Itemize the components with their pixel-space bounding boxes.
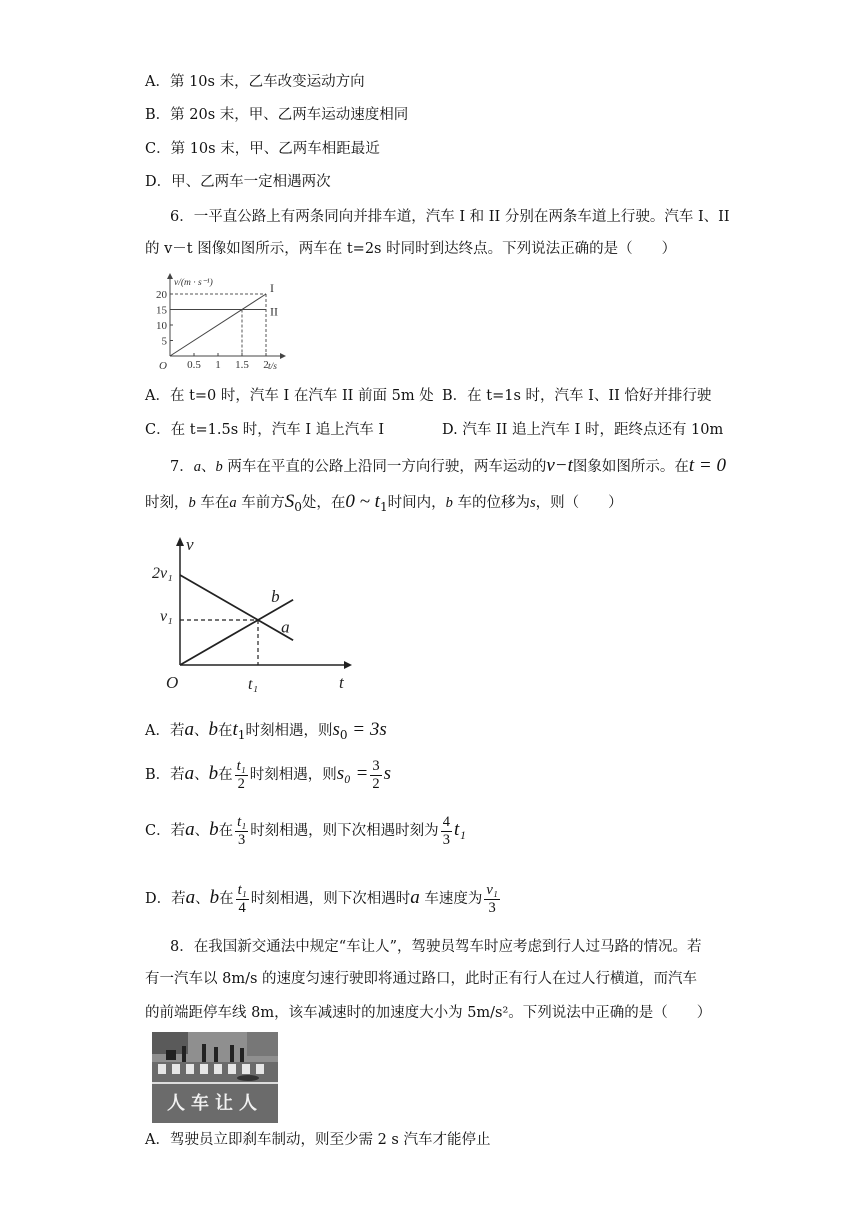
q6-y-arrow [167,273,173,279]
q6-series-I [170,294,266,356]
q6-chart-axes [170,278,280,356]
frac-t1-over-4: $\frac{\text{t₁}}{4}$ [237,881,247,916]
q7-series-a-label: a [281,617,290,637]
q8-stem-line2: 有一汽车以 8m/s 的速度匀速行驶即将通过路口，此时正有行人在过人行横道，而汽车 [145,971,698,987]
frac-4-over-3: $\frac{4}{3}$ [442,813,450,848]
q5-option-b: B．第 20s 末，甲、乙两车运动速度相同 [145,107,409,123]
q6-y-tick-label: 10 [156,320,167,332]
q5-option-d: D．甲、乙两车一定相遇两次 [145,174,331,190]
frac-t1-over-2: $\frac{\text{t₁}}{2}$ [236,757,246,792]
q8-stem-line3: 的前端距停车线 8m，该车减速时的加速度大小为 5m/s²。下列说法中正确的是（ ） [145,1005,712,1021]
q7-y-arrow [176,537,184,546]
q7-x-axis-label: t [339,673,344,692]
frac-3-over-2: $\frac{3}{2}$ [372,757,380,792]
q7-y-axis-label: v [186,535,194,554]
q6-y-tick-label: 15 [156,304,167,317]
q6-chart-ticks [156,289,269,371]
q7-stem-line2: 时刻，b 车在a 车前方$S_0$处，在0 ~ $t_1$时间内，b 车的位移为s，则（ ） [145,491,623,514]
q7-series-a [180,575,293,640]
q6-x-tick-label: 2 [263,359,269,371]
q7-x-arrow [344,661,352,669]
q6-option-d: D. 汽车 II 追上汽车 I 时，距终点还有 10m [442,422,724,438]
q7-series-b-label: b [271,586,280,606]
q6-series-label: II [270,304,278,319]
q6-chart-series [170,281,278,356]
q6-option-c: C．在 t=1.5s 时，汽车 I 追上汽车 I [145,422,385,438]
q6-x-tick-label: 1 [215,359,221,371]
q7-option-c: C．若a、b在 $\frac{\text{t₁}}{3}$ 时刻相遇，则下次相遇时刻为 $\frac{4}{3}$ t₁ [145,813,466,848]
q6-origin-label: O [159,360,167,372]
q8-stem-line1: 8．在我国新交通法中规定“车让人”，驾驶员驾车时应考虑到行人过马路的情况。若 [170,939,702,955]
q6-stem-line2: 的 v－t 图像如图所示，两车在 t=2s 时同时到达终点。下列说法正确的是（ ） [145,241,677,257]
q7-x-tick-t1: t₁ [248,676,259,693]
q7-chart-axes [180,544,345,665]
q6-x-arrow [280,353,286,359]
q6-x-tick-label: 0.5 [187,359,201,371]
q6-x-axis-label: t/s [268,362,277,372]
photo-road-marking: 人车让人 [167,1093,263,1113]
q7-option-a: A．若a、b在$t_1$时刻相遇，则$s_0 = 3s$ [145,719,387,742]
q6-option-b: B．在 t=1s 时，汽车 I、II 恰好并排行驶 [442,388,712,404]
q7-series-b [180,600,293,665]
q6-y-axis-label: v/(m · s⁻¹) [174,278,213,288]
q7-vt-chart [150,534,360,694]
q7-origin-label: O [166,673,179,692]
q7-option-b: B．若a、b在 $\frac{\text{t₁}}{2}$ 时刻相遇，则s₀ = $\frac{3}{2}$ s [145,757,391,792]
q8-option-a: A．驾驶员立即刹车制动，则至少需 2 s 汽车才能停止 [145,1132,491,1148]
q6-series-label: I [270,281,274,295]
q6-vt-chart [150,270,290,378]
q7-y-tick-2v1: 2v₁ [152,565,173,582]
q6-option-a: A．在 t=0 时，汽车 I 在汽车 II 前面 5m 处 [145,388,434,404]
crosswalk-photo [152,1032,278,1123]
q7-stem-line1: 7．a、b 两车在平直的公路上沿同一方向行驶，两车运动的v−t图象如图所示。在t = 0 [170,455,726,476]
frac-t1-over-3: $\frac{\text{t₁}}{3}$ [237,813,247,848]
q7-y-tick-v1: v₁ [160,608,173,625]
q6-y-tick-label: 5 [161,335,167,348]
q6-x-tick-label: 1.5 [235,359,249,371]
q6-stem-line1: 6．一平直公路上有两条同向并排车道，汽车 I 和 II 分别在两条车道上行驶。汽车 I、II [170,209,730,225]
q7-option-d: D．若a、b在 $\frac{\text{t₁}}{4}$ 时刻相遇，则下次相遇时a 车速度为 $\frac{\text{v₁}}{3}$ [145,881,498,916]
q5-option-a: A．第 10s 末，乙车改变运动方向 [145,74,365,90]
q5-option-c: C．第 10s 末，甲、乙两车相距最近 [145,141,380,157]
q6-y-tick-label: 20 [156,289,167,301]
frac-v1-over-3: $\frac{\text{v₁}}{3}$ [486,881,498,916]
